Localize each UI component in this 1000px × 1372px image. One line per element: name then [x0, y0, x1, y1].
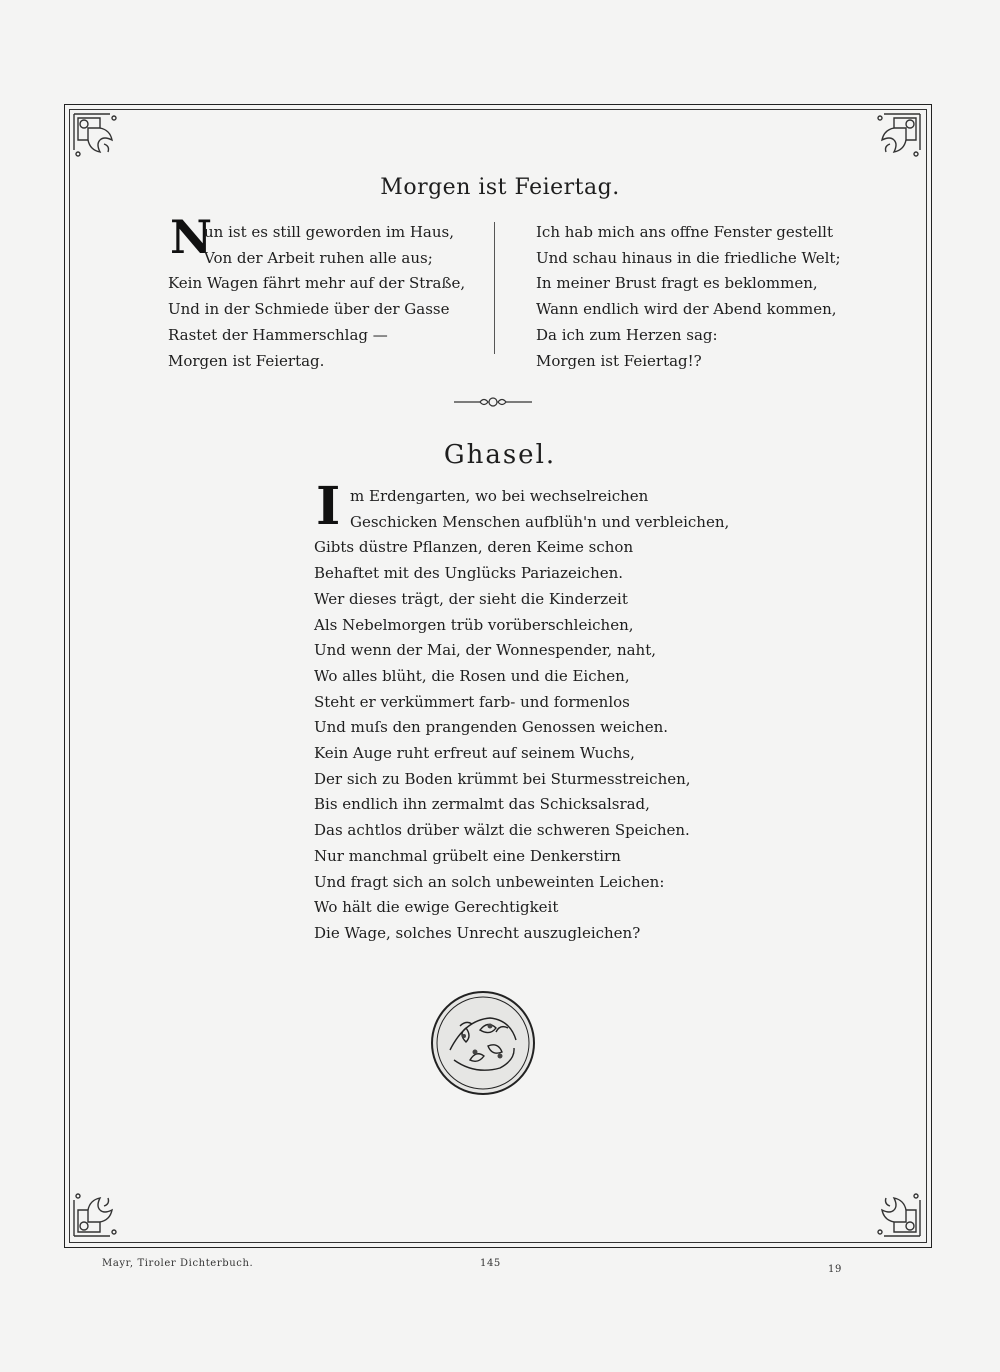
- poem-line: Wo alles blüht, die Rosen und die Eichen,: [314, 666, 630, 685]
- poem-column-left: [168, 220, 465, 374]
- corner-ornament-icon: [70, 1176, 134, 1240]
- footer-book-title: Mayr, Tiroler Dichterbuch.: [102, 1258, 254, 1269]
- poem-title: Morgen ist Feiertag.: [380, 175, 620, 200]
- poem-line: Das achtlos drüber wälzt die schweren Speichen.: [314, 821, 690, 840]
- poem-line: Behaftet mit des Unglücks Pariazeichen.: [314, 564, 624, 583]
- poem-line: m Erdengarten, wo bei wechselreichen: [350, 487, 649, 505]
- poem-line: Und wenn der Mai, der Wonnespender, naht,: [314, 641, 657, 660]
- poem-line: Und muſs den prangenden Genossen weichen.: [314, 718, 669, 737]
- poem-line: Die Wage, solches Unrecht auszugleichen?: [314, 923, 641, 942]
- column-divider: [494, 222, 495, 354]
- poem-column-right: [536, 220, 841, 374]
- drop-cap: N: [170, 210, 213, 264]
- poem-line: Kein Auge ruht erfreut auf seinem Wuchs,: [314, 744, 635, 763]
- poem-line: In meiner Brust fragt es beklommen,: [536, 274, 818, 293]
- poem-line: Morgen ist Feiertag!?: [536, 351, 702, 370]
- floral-medallion-icon: [430, 990, 536, 1096]
- signature-number: 19: [828, 1264, 842, 1275]
- poem-line: un ist es still geworden im Haus,: [204, 223, 454, 241]
- poem-line: Rastet der Hammerschlag —: [168, 325, 388, 344]
- poem-title: Ghasel.: [443, 440, 557, 470]
- poem-line: Und schau hinaus in die friedliche Welt;: [536, 248, 841, 267]
- corner-ornament-icon: [860, 1176, 924, 1240]
- poem-line: Kein Wagen fährt mehr auf der Straße,: [168, 274, 466, 293]
- poem-line: Und fragt sich an solch unbeweinten Leichen:: [314, 872, 665, 891]
- corner-ornament-icon: [860, 110, 924, 174]
- poem-body: [314, 476, 730, 947]
- poem-line: Wer dieses trägt, der sieht die Kinderzeit: [314, 589, 628, 608]
- poem-line: Ich hab mich ans offne Fenster gestellt: [536, 223, 834, 241]
- poem-line: Morgen ist Feiertag.: [168, 351, 325, 370]
- poem-line: Nur manchmal grübelt eine Denkerstirn: [314, 846, 621, 865]
- poem-line: Wo hält die ewige Gerechtigkeit: [314, 898, 559, 917]
- poem-line: Steht er verkümmert farb- und formenlos: [314, 692, 630, 711]
- page-number: 145: [480, 1258, 501, 1269]
- poem-line: Von der Arbeit ruhen alle aus;: [204, 248, 433, 267]
- poem-line: Gibts düstre Pflanzen, deren Keime schon: [314, 538, 634, 557]
- drop-cap: I: [316, 476, 341, 537]
- poem-line: Der sich zu Boden krümmt bei Sturmesstreichen,: [314, 769, 691, 788]
- corner-ornament-icon: [70, 110, 134, 174]
- poem-line: Und in der Schmiede über der Gasse: [168, 300, 450, 319]
- poem-line: Bis endlich ihn zermalmt das Schicksalsrad,: [314, 795, 650, 814]
- poem-line: Als Nebelmorgen trüb vorüberschleichen,: [314, 615, 634, 634]
- poem-line: Geschicken Menschen aufblüh'n und verbleichen,: [350, 512, 730, 531]
- poem-line: Wann endlich wird der Abend kommen,: [536, 300, 837, 319]
- separator-ornament-icon: [452, 394, 534, 410]
- poem-line: Da ich zum Herzen sag:: [536, 325, 718, 344]
